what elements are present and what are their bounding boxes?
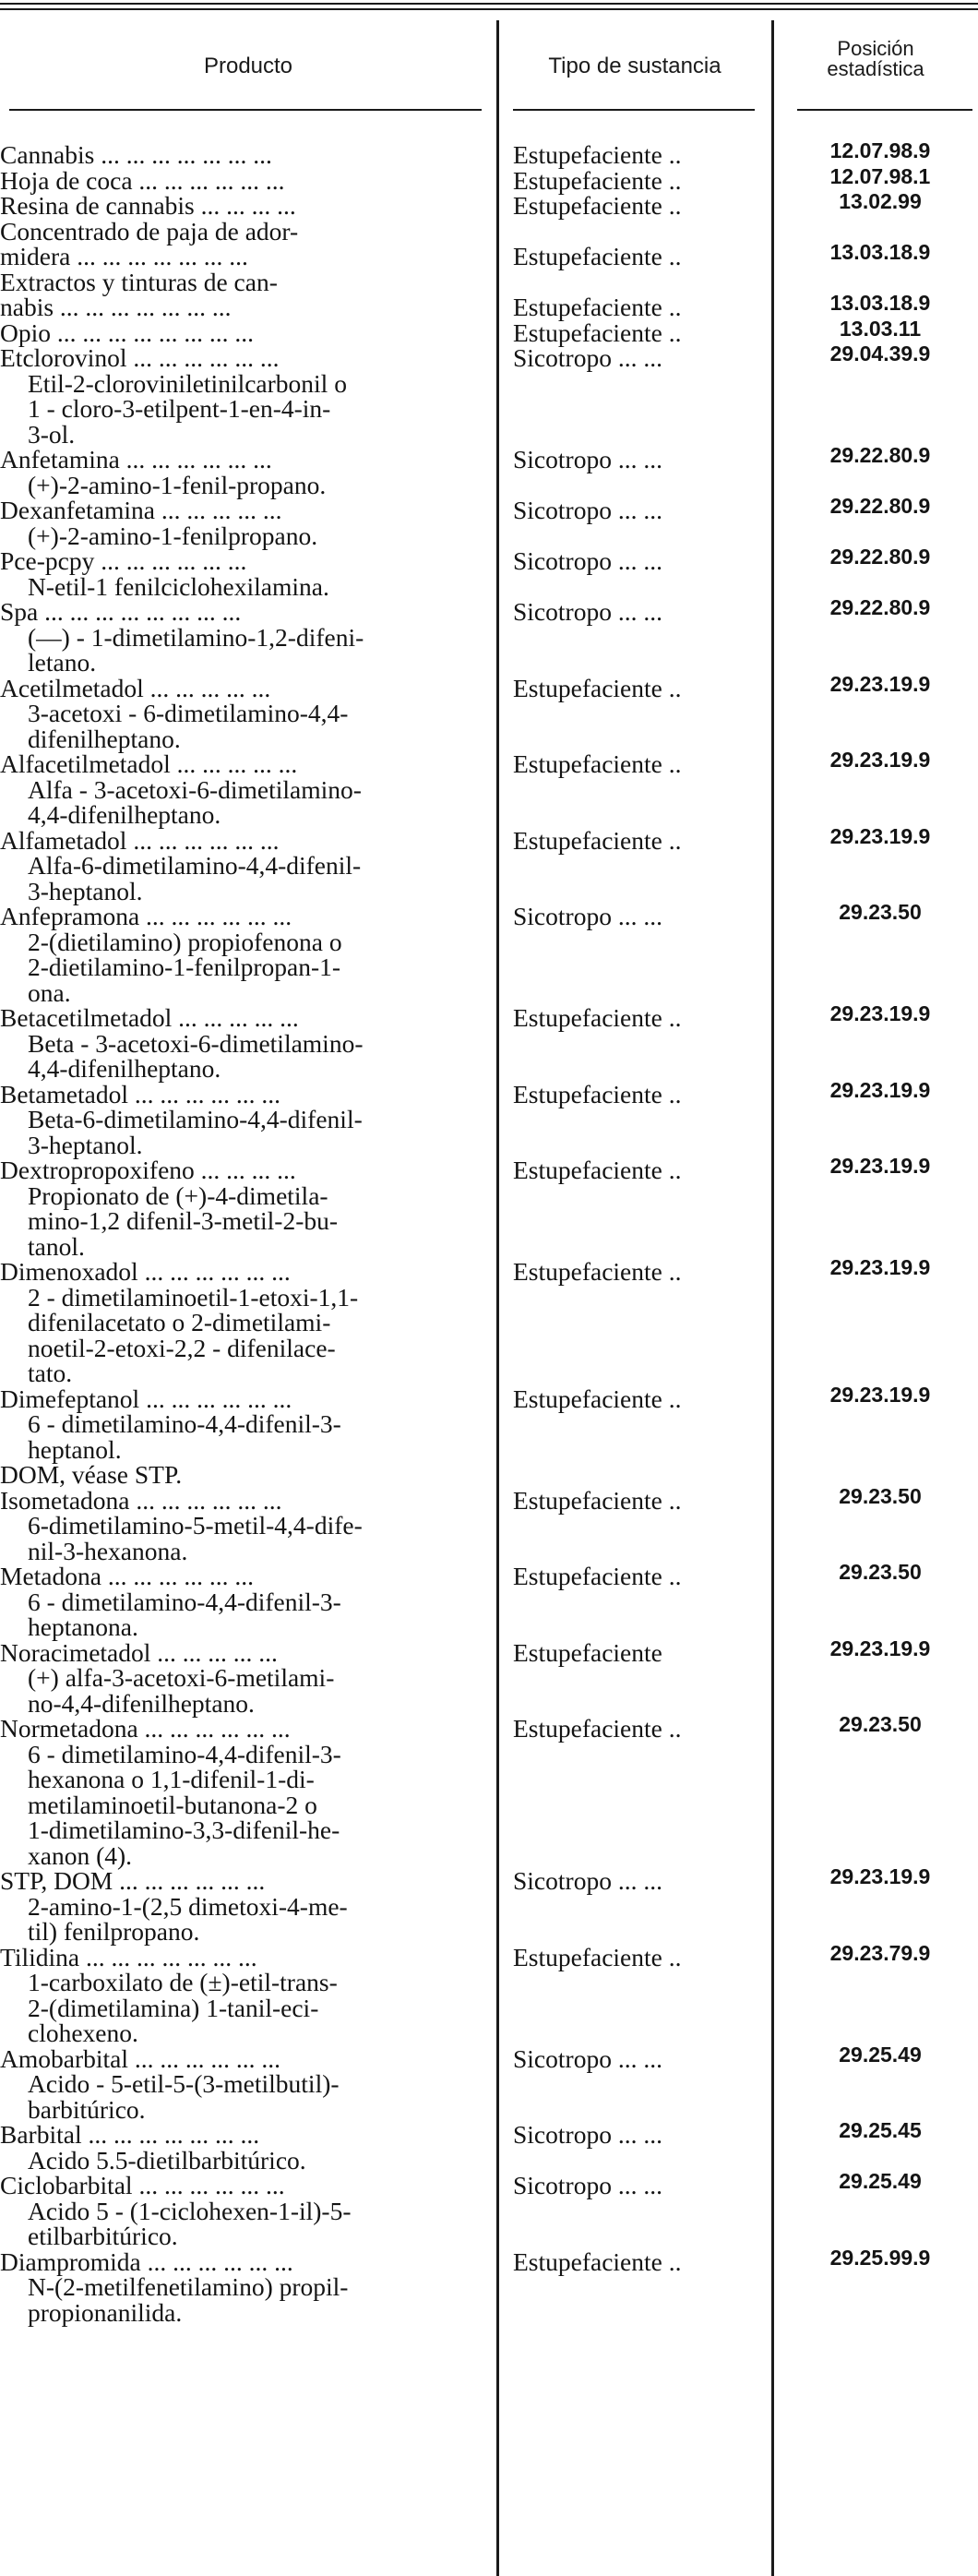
product-name: Opio ... ... ... ... ... ... ... ... (0, 318, 254, 347)
substance-type: Sicotropo ... ... (513, 496, 662, 524)
product-chemical-name: Acido - 5-etil-5-(3-metilbutil)- barbitúrico. (28, 2069, 340, 2124)
statistical-position: 29.23.19.9 (829, 1077, 931, 1102)
product-chemical-name: 6 - dimetilamino-4,4-difenil-3- heptanol. (28, 1409, 341, 1464)
product-cell (0, 2043, 494, 2124)
table-row (0, 1154, 978, 1261)
product-cell (0, 1485, 494, 1565)
product-name: Tilidina ... ... ... ... ... ... ... (0, 1942, 257, 1971)
product-name: Anfetamina ... ... ... ... ... ... (0, 445, 272, 473)
substance-type: Sicotropo ... ... (513, 546, 662, 575)
product-chemical-name: 6-dimetilamino-5-metil-4,4-dife- nil-3-hexanona. (28, 1511, 363, 1565)
product-name: Betacetilmetadol ... ... ... ... ... (0, 1003, 299, 1032)
product-name: STP, DOM ... ... ... ... ... ... (0, 1866, 266, 1895)
substance-type: Estupefaciente (513, 1637, 662, 1667)
product-cell (0, 904, 494, 1005)
statistical-position: 29.04.39.9 (829, 341, 931, 365)
product-name: Diampromida ... ... ... ... ... ... (0, 2247, 293, 2276)
top-rule-inner (0, 8, 978, 10)
product-cell (0, 1005, 494, 1082)
product-cell (0, 1716, 494, 1868)
table-row (0, 216, 978, 270)
statistical-position: 29.22.80.9 (829, 595, 931, 619)
substance-type: Estupefaciente .. (513, 1003, 682, 1032)
product-name: Acetilmetadol ... ... ... ... ... (0, 673, 271, 702)
statistical-position: 29.23.50 (839, 1483, 922, 1508)
table-row (0, 595, 978, 677)
statistical-position: 29.25.45 (839, 2118, 922, 2142)
substance-type: Estupefaciente .. (513, 749, 682, 778)
product-name: Dextropropoxifeno ... ... ... ... (0, 1156, 296, 1184)
statistical-position: 29.22.80.9 (829, 545, 931, 569)
product-chemical-name: (+)-2-amino-1-fenil-propano. (28, 470, 327, 499)
product-name: Etclorovinol ... ... ... ... ... ... (0, 343, 280, 372)
product-name: Pce-pcpy ... ... ... ... ... ... (0, 546, 247, 575)
substance-type: Estupefaciente .. (513, 1384, 682, 1413)
substance-type: Sicotropo ... ... (513, 597, 662, 626)
table-row (0, 1940, 978, 2047)
substance-type: Estupefaciente .. (513, 1714, 682, 1743)
table-row (0, 1382, 978, 1464)
substance-type: Estupefaciente .. (513, 2247, 682, 2276)
statistical-position: 13.03.18.9 (829, 291, 931, 315)
table-row (0, 189, 978, 220)
product-cell (0, 1868, 494, 1945)
table-row (0, 443, 978, 499)
product-name: Spa ... ... ... ... ... ... ... ... (0, 597, 242, 626)
statistical-position: 29.22.80.9 (829, 494, 931, 518)
table-row (0, 1077, 978, 1159)
product-chemical-name: N-(2-metilfenetilamino) propil- propionanilida. (28, 2272, 349, 2327)
table-row (0, 823, 978, 905)
product-cell (0, 345, 494, 447)
product-cell (0, 497, 494, 548)
table-row (0, 1712, 978, 1870)
header-underline-posicion (797, 109, 972, 111)
substance-type: Estupefaciente .. (513, 191, 682, 220)
product-chemical-name: 6 - dimetilamino-4,4-difenil-3- heptanona. (28, 1587, 341, 1641)
substance-type: Sicotropo ... ... (513, 2043, 662, 2073)
product-chemical-name: 6 - dimetilamino-4,4-difenil-3- hexanona o 1,1-difenil-1-di- metilaminoetil-butanona-2 o 1-dimetilamino-3,3-difenil-he- xanon (4). (28, 1739, 341, 1870)
product-cell (0, 1637, 494, 1718)
header-posicion-estadistica (775, 39, 976, 79)
product-name: Dimenoxadol ... ... ... ... ... ... (0, 1257, 291, 1286)
statistical-position: 29.23.79.9 (829, 1940, 931, 1965)
statistical-position: 29.25.49 (839, 2169, 922, 2193)
substance-type: Sicotropo ... ... (513, 2120, 662, 2149)
statistical-position: 29.23.19.9 (829, 1154, 931, 1178)
product-chemical-name: 2-amino-1-(2,5 dimetoxi-4-me- til) fenilpropano. (28, 1891, 348, 1946)
substance-type: Sicotropo ... ... (513, 343, 662, 372)
statistical-position: 29.23.50 (839, 1560, 922, 1584)
product-cell (0, 142, 494, 168)
table-row (0, 2042, 978, 2124)
statistical-position: 29.23.19.9 (829, 1255, 931, 1279)
product-chemical-name: Beta - 3-acetoxi-6-dimetilamino- 4,4-difenilheptano. (28, 1028, 364, 1083)
statistical-position: 29.23.19.9 (829, 1864, 931, 1888)
product-name: DOM, véase STP. (0, 1460, 183, 1489)
product-cell (0, 548, 494, 599)
product-cell (0, 1157, 494, 1259)
product-cell (0, 216, 494, 270)
substance-type: Estupefaciente .. (513, 1562, 682, 1590)
statistical-position: 29.23.19.9 (829, 671, 931, 696)
product-cell (0, 751, 494, 828)
product-chemical-name: Propionato de (+)-4-dimetila- mino-1,2 difenil-3-metil-2-bu- tanol. (28, 1180, 339, 1261)
product-name: Concentrado de paja de ador- midera ... ... ... ... ... ... ... (0, 216, 299, 270)
product-name: Alfacetilmetadol ... ... ... ... ... (0, 749, 298, 778)
header-underline-producto (9, 109, 482, 111)
product-chemical-name: Acido 5.5-dietilbarbitúrico. (28, 2145, 306, 2175)
statistical-position: 29.23.19.9 (829, 823, 931, 848)
product-name: Amobarbital ... ... ... ... ... ... (0, 2043, 280, 2073)
product-chemical-name: Acido 5 - (1-ciclohexen-1-il)-5- etilbarbitúrico. (28, 2196, 352, 2250)
table-row (0, 267, 978, 321)
table-row (0, 2118, 978, 2175)
product-chemical-name: (—) - 1-dimetilamino-1,2-difeni- letano. (28, 622, 364, 677)
product-cell (0, 1942, 494, 2047)
substance-type: Estupefaciente .. (513, 673, 682, 702)
table-row (0, 2169, 978, 2250)
product-name: Isometadona ... ... ... ... ... ... (0, 1485, 282, 1515)
product-chemical-name: 1-carboxilato de (±)-etil-trans- 2-(dimetilamina) 1-tanil-eci- clohexeno. (28, 1968, 338, 2047)
table-body (0, 138, 978, 2327)
substance-type: Estupefaciente .. (513, 293, 682, 321)
header-underline-tipo (513, 109, 755, 111)
product-chemical-name: N-etil-1 fenilciclohexilamina. (28, 571, 329, 601)
substance-type: Estupefaciente .. (513, 1485, 682, 1515)
product-cell (0, 2173, 494, 2249)
statistical-position: 29.22.80.9 (829, 443, 931, 467)
table-row (0, 1483, 978, 1565)
product-name: Cannabis ... ... ... ... ... ... ... (0, 140, 272, 169)
product-name: Dexanfetamina ... ... ... ... ... (0, 496, 282, 524)
product-name: Extractos y tinturas de can- nabis ... ... ... ... ... ... ... (0, 267, 278, 321)
product-cell (0, 1462, 494, 1488)
header-producto: Producto (203, 54, 293, 78)
substance-type: Sicotropo ... ... (513, 445, 662, 473)
product-name: Resina de cannabis ... ... ... ... (0, 191, 296, 220)
table-row (0, 748, 978, 829)
substance-type: Sicotropo ... ... (513, 902, 662, 930)
product-cell (0, 165, 494, 195)
product-name: Noracimetadol ... ... ... ... ... (0, 1637, 278, 1667)
table-row (0, 341, 978, 449)
statistical-position: 12.07.98.9 (829, 138, 931, 162)
product-chemical-name: Alfa-6-dimetilamino-4,4-difenil- 3-heptanol. (28, 851, 362, 905)
statistical-position: 29.25.99.9 (829, 2245, 931, 2270)
product-name: Metadona ... ... ... ... ... ... (0, 1562, 254, 1590)
statistical-position: 29.23.50 (839, 900, 922, 924)
table-row (0, 1635, 978, 1718)
product-cell (0, 320, 494, 346)
substance-type: Estupefaciente .. (513, 140, 682, 169)
product-chemical-name: Etil-2-cloroviniletinilcarbonil o 1 - cloro-3-etilpent-1-en-4-in- 3-ol. (28, 368, 347, 449)
product-chemical-name: Alfa - 3-acetoxi-6-dimetilamino- 4,4-difenilheptano. (28, 774, 362, 829)
table-row (0, 1560, 978, 1641)
product-cell (0, 2122, 494, 2173)
substance-type: Estupefaciente .. (513, 1156, 682, 1184)
product-name: Dimefeptanol ... ... ... ... ... ... (0, 1384, 292, 1413)
table-row (0, 1001, 978, 1083)
product-name: Barbital ... ... ... ... ... ... ... (0, 2120, 260, 2149)
table-row (0, 2245, 978, 2327)
product-cell (0, 1386, 494, 1463)
product-chemical-name: 3-acetoxi - 6-dimetilamino-4,4- difenilheptano. (28, 699, 349, 753)
table-row (0, 671, 978, 753)
statistical-position: 29.23.19.9 (829, 1635, 931, 1660)
product-cell (0, 1259, 494, 1386)
statistical-position: 13.03.18.9 (829, 240, 931, 264)
substance-type: Estupefaciente .. (513, 242, 682, 270)
product-name: Betametadol ... ... ... ... ... ... (0, 1079, 280, 1108)
product-cell (0, 673, 494, 753)
product-cell (0, 447, 494, 497)
header-tipo-sustancia: Tipo de sustancia (548, 54, 722, 78)
product-cell (0, 1564, 494, 1640)
product-cell (0, 267, 494, 321)
product-cell (0, 193, 494, 219)
product-chemical-name: Beta-6-dimetilamino-4,4-difenil- 3-heptanol. (28, 1105, 363, 1159)
statistical-position: 29.25.49 (839, 2042, 922, 2067)
substance-type: Estupefaciente .. (513, 1942, 682, 1971)
substance-type: Sicotropo ... ... (513, 1866, 662, 1895)
table-row (0, 494, 978, 550)
product-chemical-name: 2 - dimetilaminoetil-1-etoxi-1,1- difenilacetato o 2-dimetilami- noetil-2-etoxi-2,2 - difenilace- tato. (28, 1282, 359, 1387)
top-rule (0, 3, 978, 5)
product-cell (0, 1079, 494, 1159)
statistical-position: 13.02.99 (839, 189, 922, 213)
table-row (0, 1255, 978, 1387)
substance-type: Sicotropo ... ... (513, 2171, 662, 2199)
product-cell (0, 599, 494, 676)
product-name: Ciclobarbital ... ... ... ... ... ... (0, 2171, 285, 2199)
statistical-position: 29.23.19.9 (829, 1001, 931, 1025)
substance-type: Estupefaciente .. (513, 165, 682, 195)
table-row (0, 900, 978, 1007)
product-cell (0, 825, 494, 905)
header-posicion-line1: Posición (837, 37, 914, 60)
substance-type: Estupefaciente .. (513, 1257, 682, 1286)
table-row (0, 545, 978, 601)
statistical-position: 29.23.19.9 (829, 748, 931, 772)
substance-type: Estupefaciente .. (513, 318, 682, 347)
statistical-position: 13.03.11 (839, 316, 922, 341)
table-row (0, 1864, 978, 1946)
header-posicion-line2: estadística (827, 57, 924, 80)
statistical-position: 12.07.98.1 (829, 163, 931, 188)
product-chemical-name: 2-(dietilamino) propiofenona o 2-dietilamino-1-fenilpropan-1- ona. (28, 927, 342, 1007)
product-name: Normetadona ... ... ... ... ... ... (0, 1714, 291, 1743)
product-name: Alfametadol ... ... ... ... ... ... (0, 825, 280, 855)
substance-type: Estupefaciente .. (513, 825, 682, 855)
product-name: Anfepramona ... ... ... ... ... ... (0, 902, 292, 930)
product-chemical-name: (+)-2-amino-1-fenilpropano. (28, 521, 318, 550)
product-name: Hoja de coca ... ... ... ... ... ... (0, 165, 285, 195)
statistical-position: 29.23.19.9 (829, 1382, 931, 1407)
substance-type: Estupefaciente .. (513, 1079, 682, 1108)
statistical-position: 29.23.50 (839, 1712, 922, 1736)
product-chemical-name: (+) alfa-3-acetoxi-6-metilami- no-4,4-difenilheptano. (28, 1663, 335, 1718)
product-cell (0, 2249, 494, 2326)
